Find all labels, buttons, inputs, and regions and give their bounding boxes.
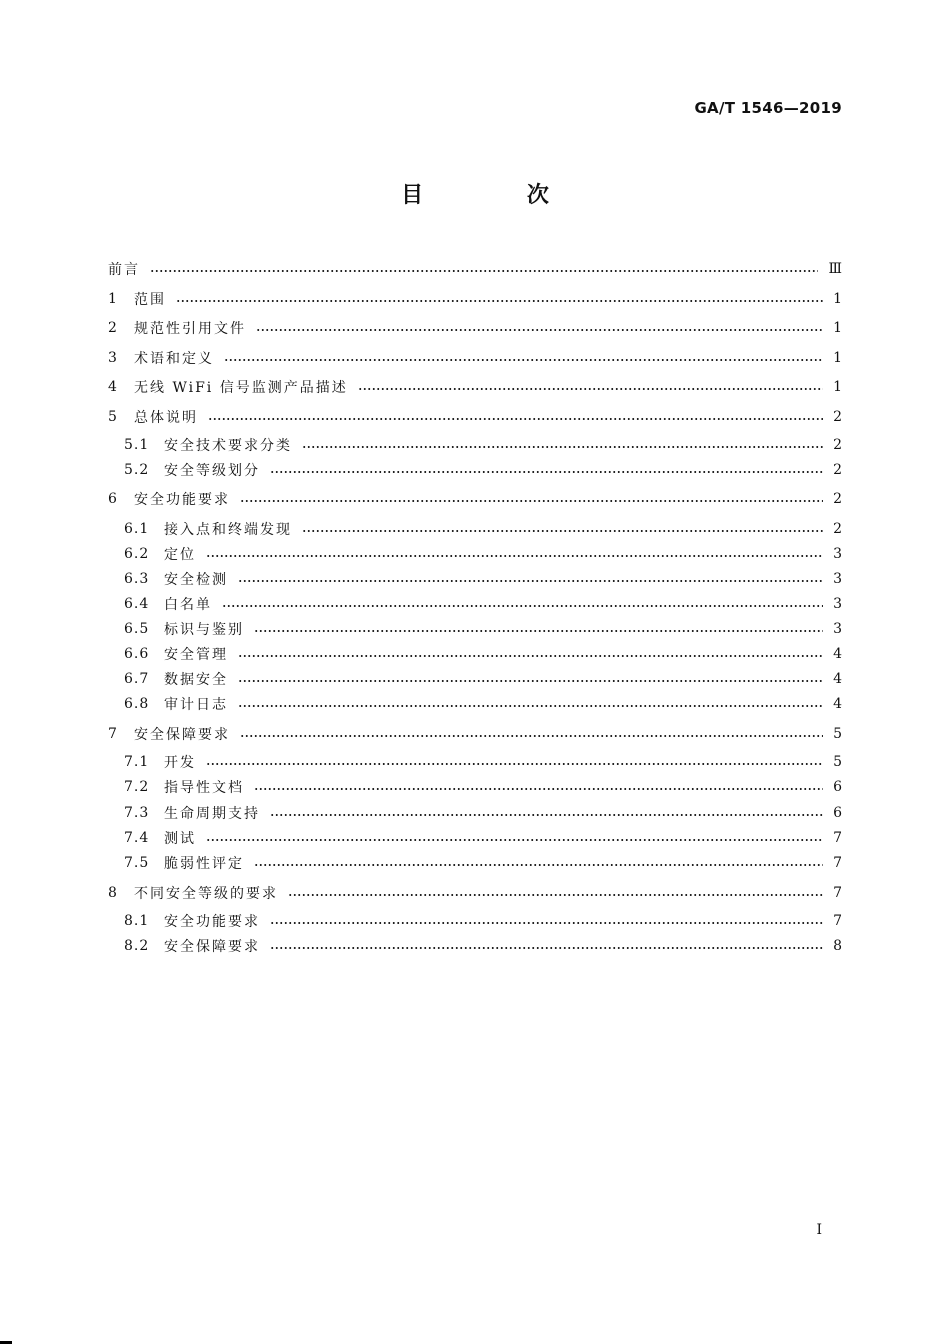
toc-entry[interactable] bbox=[108, 406, 842, 428]
toc-leader-dots bbox=[238, 580, 823, 582]
toc-entry-label: 安全技术要求分类 bbox=[164, 438, 292, 454]
toc-entry-page: 2 bbox=[833, 521, 842, 537]
toc-entry[interactable] bbox=[108, 827, 842, 849]
toc-leader-dots bbox=[270, 471, 823, 473]
toc-leader-dots bbox=[238, 705, 823, 707]
toc-entry-label: 脆弱性评定 bbox=[164, 856, 244, 872]
toc-leader-dots bbox=[238, 680, 823, 682]
toc-entry-number: 7 bbox=[108, 726, 119, 742]
page-number: I bbox=[816, 1222, 822, 1238]
toc-entry-page: 7 bbox=[833, 855, 842, 871]
toc-entry-page: 7 bbox=[833, 885, 842, 901]
toc-entry[interactable] bbox=[108, 802, 842, 824]
toc-entry-page: 3 bbox=[833, 546, 842, 562]
toc-leader-dots bbox=[288, 894, 823, 896]
toc-entry-number: 6.7 bbox=[124, 671, 150, 687]
toc-entry-label: 安全保障要求 bbox=[134, 727, 230, 743]
toc-leader-dots bbox=[222, 605, 823, 607]
toc-entry-label: 安全功能要求 bbox=[164, 914, 260, 930]
toc-entry-number: 6.1 bbox=[124, 521, 150, 537]
toc-entry-number: 1 bbox=[108, 291, 119, 307]
toc-leader-dots bbox=[358, 388, 823, 390]
toc-entry[interactable] bbox=[108, 258, 842, 280]
toc-entry[interactable] bbox=[108, 317, 842, 339]
toc-entry[interactable] bbox=[108, 935, 842, 957]
toc-entry-label: 生命周期支持 bbox=[164, 806, 260, 822]
toc-entry-number: 6.5 bbox=[124, 621, 150, 637]
toc-entry-label: 安全管理 bbox=[164, 647, 228, 663]
toc-entry[interactable] bbox=[108, 347, 842, 369]
toc-entry-number: 6.4 bbox=[124, 596, 150, 612]
toc-entry-page: 1 bbox=[833, 379, 842, 395]
toc-entry-page: 1 bbox=[833, 320, 842, 336]
toc-entry-label: 安全检测 bbox=[164, 572, 228, 588]
toc-entry-label: 白名单 bbox=[164, 597, 212, 613]
toc-entry-number: 5.1 bbox=[124, 437, 150, 453]
toc-entry-number: 6 bbox=[108, 491, 119, 507]
toc-leader-dots bbox=[240, 735, 823, 737]
toc-entry-number: 7.2 bbox=[124, 779, 150, 795]
toc-entry[interactable] bbox=[108, 376, 842, 398]
toc-entry-page: 6 bbox=[833, 805, 842, 821]
toc-entry[interactable] bbox=[108, 434, 842, 456]
toc-entry[interactable] bbox=[108, 910, 842, 932]
toc-entry[interactable] bbox=[108, 459, 842, 481]
toc-entry[interactable] bbox=[108, 288, 842, 310]
toc-entry-label: 指导性文档 bbox=[164, 780, 244, 796]
toc-entry-page: 1 bbox=[833, 350, 842, 366]
toc-leader-dots bbox=[224, 359, 823, 361]
toc-leader-dots bbox=[254, 788, 823, 790]
toc-leader-dots bbox=[254, 864, 823, 866]
toc-entry-page: 2 bbox=[833, 409, 842, 425]
toc-entry-number: 7.5 bbox=[124, 855, 150, 871]
toc-entry-number: 8.2 bbox=[124, 938, 150, 954]
toc-leader-dots bbox=[208, 418, 823, 420]
toc-entry-label: 安全保障要求 bbox=[164, 939, 260, 955]
toc-leader-dots bbox=[302, 530, 823, 532]
toc-entry[interactable] bbox=[108, 568, 842, 590]
toc-leader-dots bbox=[206, 555, 823, 557]
toc-leader-dots bbox=[302, 446, 823, 448]
toc-entry-page: 2 bbox=[833, 437, 842, 453]
toc-entry-label: 总体说明 bbox=[134, 410, 198, 426]
toc-entry[interactable] bbox=[108, 593, 842, 615]
toc-entry-page: 7 bbox=[833, 913, 842, 929]
toc-leader-dots bbox=[270, 814, 823, 816]
toc-entry-number: 4 bbox=[108, 379, 119, 395]
toc-entry-page: 8 bbox=[833, 938, 842, 954]
toc-entry[interactable] bbox=[108, 723, 842, 745]
toc-entry-page: 7 bbox=[833, 830, 842, 846]
toc-entry-page: 4 bbox=[833, 671, 842, 687]
toc-entry-number: 7.3 bbox=[124, 805, 150, 821]
standard-number: GA/T 1546—2019 bbox=[694, 99, 842, 117]
toc-leader-dots bbox=[238, 655, 823, 657]
toc-leader-dots bbox=[206, 763, 823, 765]
toc-entry-page: 6 bbox=[833, 779, 842, 795]
toc-entry[interactable] bbox=[108, 668, 842, 690]
toc-entry-page: 2 bbox=[833, 491, 842, 507]
toc-entry-label: 范围 bbox=[134, 292, 166, 308]
toc-entry-label: 标识与鉴别 bbox=[164, 622, 244, 638]
toc-entry[interactable] bbox=[108, 852, 842, 874]
toc-leader-dots bbox=[150, 270, 818, 272]
page-title: 目 次 bbox=[401, 182, 597, 208]
toc-entry[interactable] bbox=[108, 518, 842, 540]
toc-entry-page: 1 bbox=[833, 291, 842, 307]
toc-entry-label: 审计日志 bbox=[164, 697, 228, 713]
toc-entry-number: 6.6 bbox=[124, 646, 150, 662]
toc-entry-page: 3 bbox=[833, 596, 842, 612]
toc-entry[interactable] bbox=[108, 751, 842, 773]
toc-entry-number: 8.1 bbox=[124, 913, 150, 929]
toc-entry-page: 4 bbox=[833, 696, 842, 712]
toc-entry-page: 3 bbox=[833, 571, 842, 587]
toc-entry[interactable] bbox=[108, 776, 842, 798]
toc-entry-label: 测试 bbox=[164, 831, 196, 847]
toc-leader-dots bbox=[206, 839, 823, 841]
toc-entry-label: 规范性引用文件 bbox=[134, 321, 246, 337]
toc-leader-dots bbox=[270, 947, 823, 949]
toc-entry-number: 6.2 bbox=[124, 546, 150, 562]
toc-entry-page: 3 bbox=[833, 621, 842, 637]
toc-entry-number: 2 bbox=[108, 320, 119, 336]
toc-entry[interactable] bbox=[108, 488, 842, 510]
toc-entry-number: 8 bbox=[108, 885, 119, 901]
toc-entry-page: Ⅲ bbox=[828, 261, 842, 277]
toc-entry-label: 安全等级划分 bbox=[164, 463, 260, 479]
toc-leader-dots bbox=[240, 500, 823, 502]
toc-entry-page: 5 bbox=[833, 754, 842, 770]
toc-entry-label: 术语和定义 bbox=[134, 351, 214, 367]
toc-entry-label: 定位 bbox=[164, 547, 196, 563]
toc-leader-dots bbox=[254, 630, 823, 632]
toc-entry-page: 2 bbox=[833, 462, 842, 478]
toc-entry-number: 7.4 bbox=[124, 830, 150, 846]
toc-entry-number: 5 bbox=[108, 409, 119, 425]
toc-entry-number: 6.8 bbox=[124, 696, 150, 712]
toc-entry[interactable] bbox=[108, 643, 842, 665]
toc-leader-dots bbox=[256, 329, 823, 331]
toc-entry[interactable] bbox=[108, 882, 842, 904]
toc-entry-page: 5 bbox=[833, 726, 842, 742]
toc-entry-label: 安全功能要求 bbox=[134, 492, 230, 508]
toc-entry-label: 接入点和终端发现 bbox=[164, 522, 292, 538]
toc-entry-number: 5.2 bbox=[124, 462, 150, 478]
toc-entry-label: 前言 bbox=[108, 262, 140, 278]
toc-entry[interactable] bbox=[108, 693, 842, 715]
toc-entry-label: 不同安全等级的要求 bbox=[134, 886, 278, 902]
toc-leader-dots bbox=[270, 922, 823, 924]
toc-entry-number: 6.3 bbox=[124, 571, 150, 587]
toc-entry-label: 开发 bbox=[164, 755, 196, 771]
toc-leader-dots bbox=[176, 300, 823, 302]
toc-entry-label: 无线 WiFi 信号监测产品描述 bbox=[134, 380, 348, 396]
toc-entry-page: 4 bbox=[833, 646, 842, 662]
toc-entry-number: 7.1 bbox=[124, 754, 150, 770]
toc-entry-number: 3 bbox=[108, 350, 119, 366]
toc-entry-label: 数据安全 bbox=[164, 672, 228, 688]
toc-entry[interactable] bbox=[108, 543, 842, 565]
toc-entry[interactable] bbox=[108, 618, 842, 640]
